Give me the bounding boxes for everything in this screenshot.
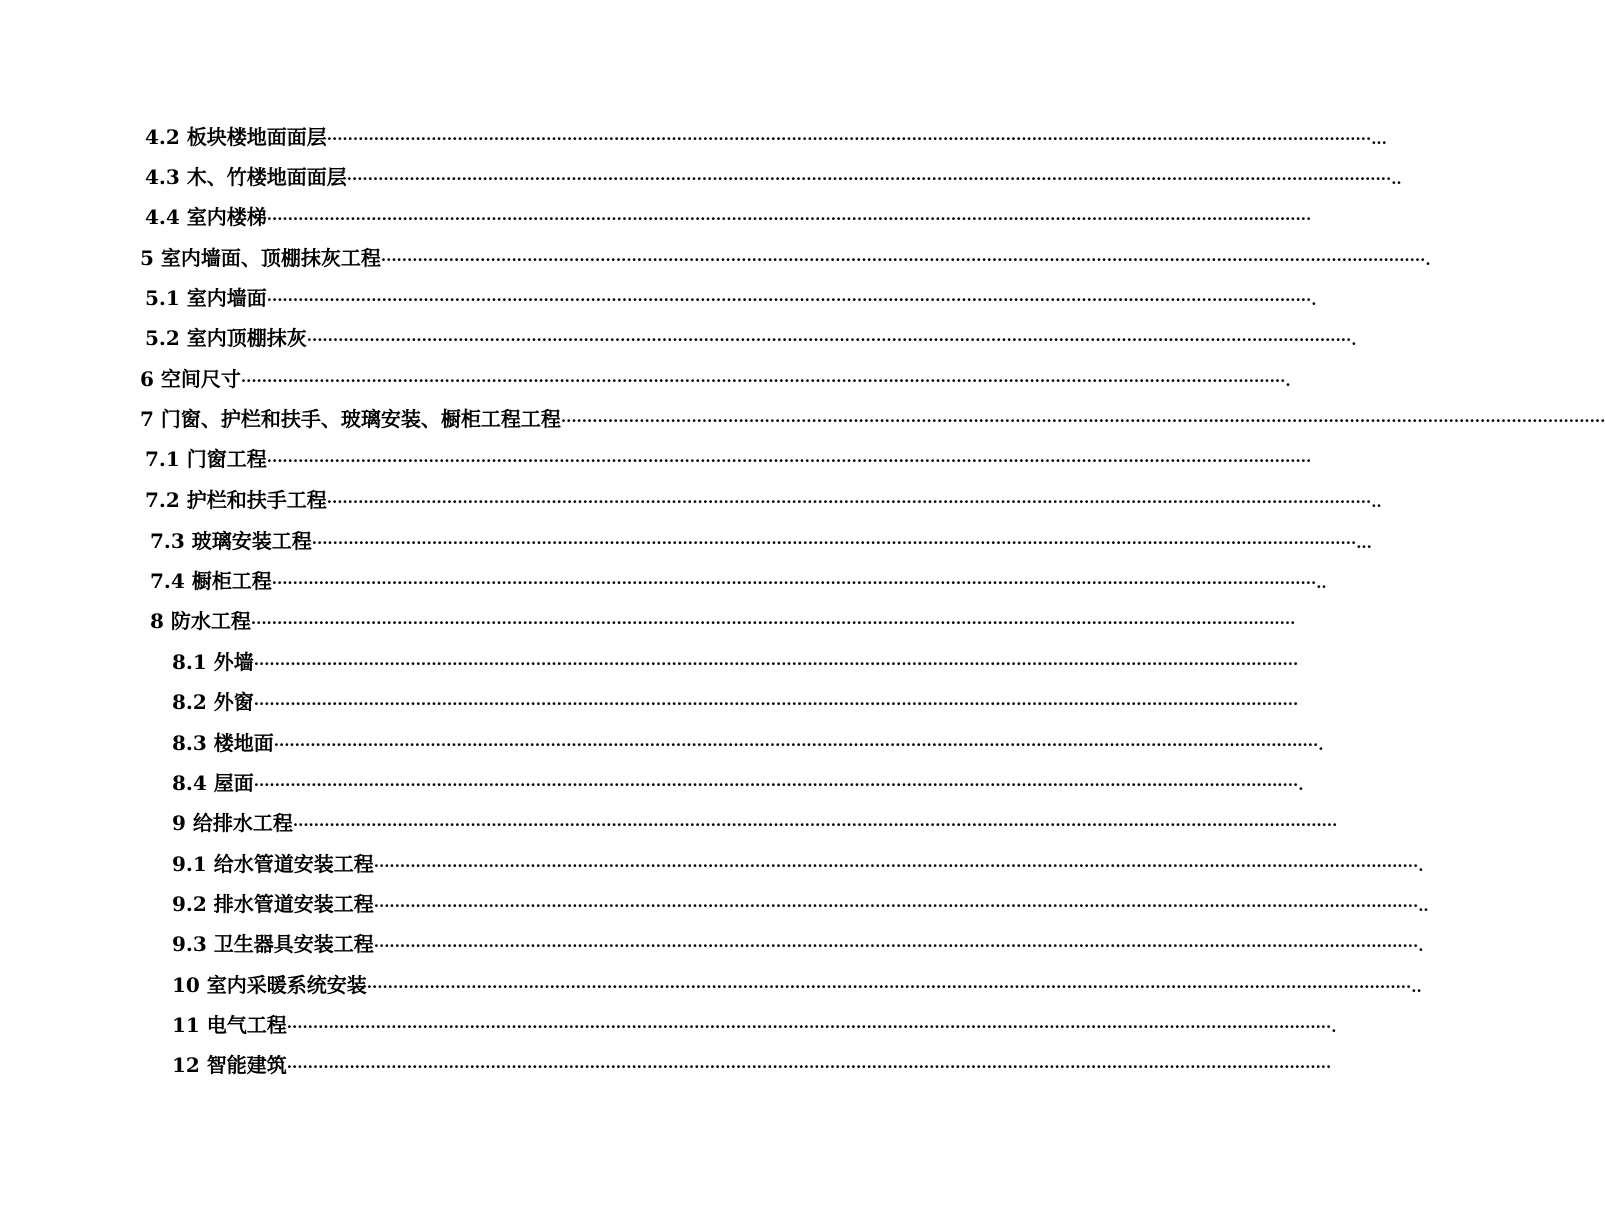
- toc-entry-tail: ..: [1391, 170, 1402, 188]
- toc-entry[interactable]: [145, 323, 1357, 353]
- toc-dot-leader: ········································································································································································································: [380, 251, 1426, 269]
- toc-entry[interactable]: [140, 364, 1291, 394]
- toc-dot-leader: ········································································································································································································: [266, 291, 1312, 309]
- toc-dot-leader: ········································································································································································································: [326, 493, 1372, 511]
- toc-entry-label: 8.1 外墙: [172, 650, 254, 674]
- toc-entry-tail: ...: [1356, 534, 1372, 552]
- toc-entry[interactable]: [150, 566, 1327, 596]
- toc-dot-leader: ········································································································································································································: [286, 1018, 1332, 1036]
- toc-dot-leader: ········································································································································································································: [292, 816, 1338, 834]
- toc-entry-tail: .: [1318, 736, 1324, 754]
- toc-entry[interactable]: [150, 606, 1296, 636]
- toc-dot-leader: ········································································································································································································: [326, 130, 1372, 148]
- toc-entry[interactable]: [172, 808, 1338, 838]
- toc-entry-label: 4.4 室内楼梯: [145, 205, 267, 229]
- toc-dot-leader: ········································································································································································································: [271, 574, 1317, 592]
- toc-entry-tail: ..: [1316, 574, 1327, 592]
- toc-entry[interactable]: [150, 526, 1372, 556]
- toc-dot-leader: ········································································································································································································: [286, 1058, 1332, 1076]
- toc-entry-tail: .: [1351, 331, 1357, 349]
- toc-dot-leader: ········································································································································································································: [366, 978, 1412, 996]
- toc-entry[interactable]: [145, 485, 1382, 515]
- toc-entry[interactable]: [172, 647, 1299, 677]
- toc-entry-label: 8.4 屋面: [172, 771, 254, 795]
- toc-dot-leader: ········································································································································································································: [253, 776, 1299, 794]
- toc-entry[interactable]: [140, 404, 1605, 434]
- toc-entry-label: 5 室内墙面、顶棚抹灰工程: [140, 246, 381, 270]
- toc-entry[interactable]: [140, 243, 1431, 273]
- toc-entry[interactable]: [172, 1050, 1332, 1080]
- toc-entry-label: 8 防水工程: [150, 609, 251, 633]
- toc-entry-tail: .: [1311, 291, 1317, 309]
- toc-entry-tail: .: [1285, 372, 1291, 390]
- toc-entry[interactable]: [172, 768, 1304, 798]
- toc-entry-tail: .: [1418, 857, 1424, 875]
- toc-entry-label: 7 门窗、护栏和扶手、玻璃安装、橱柜工程工程: [140, 407, 561, 431]
- toc-entry-label: 4.3 木、竹楼地面面层: [145, 165, 347, 189]
- toc-dot-leader: ········································································································································································································: [560, 412, 1605, 430]
- toc-entry-label: 9.2 排水管道安装工程: [172, 892, 374, 916]
- toc-entry-label: 5.2 室内顶棚抹灰: [145, 326, 307, 350]
- toc-entry-label: 8.3 楼地面: [172, 731, 274, 755]
- toc-entry-label: 7.4 橱柜工程: [150, 569, 272, 593]
- toc-entry-label: 7.2 护栏和扶手工程: [145, 488, 327, 512]
- toc-entry-label: 7.1 门窗工程: [145, 447, 267, 471]
- toc-entry-label: 7.3 玻璃安装工程: [150, 529, 312, 553]
- toc-entry-tail: ..: [1418, 897, 1429, 915]
- toc-entry-tail: .: [1418, 937, 1424, 955]
- toc-entry-label: 11 电气工程: [172, 1013, 287, 1037]
- toc-dot-leader: ········································································································································································································: [373, 897, 1419, 915]
- toc-entry[interactable]: [172, 970, 1422, 1000]
- toc-entry-tail: .: [1298, 776, 1304, 794]
- toc-dot-leader: ········································································································································································································: [253, 695, 1299, 713]
- toc-dot-leader: ········································································································································································································: [266, 452, 1312, 470]
- toc-entry-label: 9.1 给水管道安装工程: [172, 852, 374, 876]
- toc-entry[interactable]: [172, 687, 1299, 717]
- toc-entry-label: 8.2 外窗: [172, 690, 254, 714]
- toc-dot-leader: ········································································································································································································: [253, 655, 1299, 673]
- toc-entry-label: 9 给排水工程: [172, 811, 293, 835]
- toc-entry-label: 6 空间尺寸: [140, 367, 241, 391]
- toc-entry-label: 5.1 室内墙面: [145, 286, 267, 310]
- toc-entry[interactable]: [172, 1010, 1337, 1040]
- toc-dot-leader: ········································································································································································································: [306, 331, 1352, 349]
- toc-entry-label: 12 智能建筑: [172, 1053, 287, 1077]
- toc-entry-tail: ..: [1411, 978, 1422, 996]
- toc-entry-tail: .: [1331, 1018, 1337, 1036]
- toc-entry[interactable]: [172, 849, 1424, 879]
- toc-entry[interactable]: [145, 202, 1312, 232]
- toc-dot-leader: ········································································································································································································: [250, 614, 1296, 632]
- toc-entry-label: 10 室内采暖系统安装: [172, 973, 367, 997]
- toc-dot-leader: ········································································································································································································: [273, 736, 1319, 754]
- toc-dot-leader: ········································································································································································································: [346, 170, 1392, 188]
- toc-dot-leader: ········································································································································································································: [373, 937, 1419, 955]
- toc-dot-leader: ········································································································································································································: [373, 857, 1419, 875]
- toc-entry[interactable]: [145, 283, 1317, 313]
- toc-entry-label: 9.3 卫生器具安装工程: [172, 932, 374, 956]
- toc-entry[interactable]: [145, 162, 1402, 192]
- toc-dot-leader: ········································································································································································································: [311, 534, 1357, 552]
- toc-entry[interactable]: [172, 929, 1424, 959]
- toc-dot-leader: ········································································································································································································: [266, 210, 1312, 228]
- toc-entry[interactable]: [145, 122, 1387, 152]
- toc-entry-tail: ..: [1371, 493, 1382, 511]
- toc-entry[interactable]: [172, 728, 1324, 758]
- toc-entry[interactable]: [145, 444, 1312, 474]
- toc-dot-leader: ········································································································································································································: [240, 372, 1286, 390]
- toc-entry[interactable]: [172, 889, 1429, 919]
- toc-entry-tail: .: [1425, 251, 1431, 269]
- toc-entry-label: 4.2 板块楼地面面层: [145, 125, 327, 149]
- toc-entry-tail: ...: [1371, 130, 1387, 148]
